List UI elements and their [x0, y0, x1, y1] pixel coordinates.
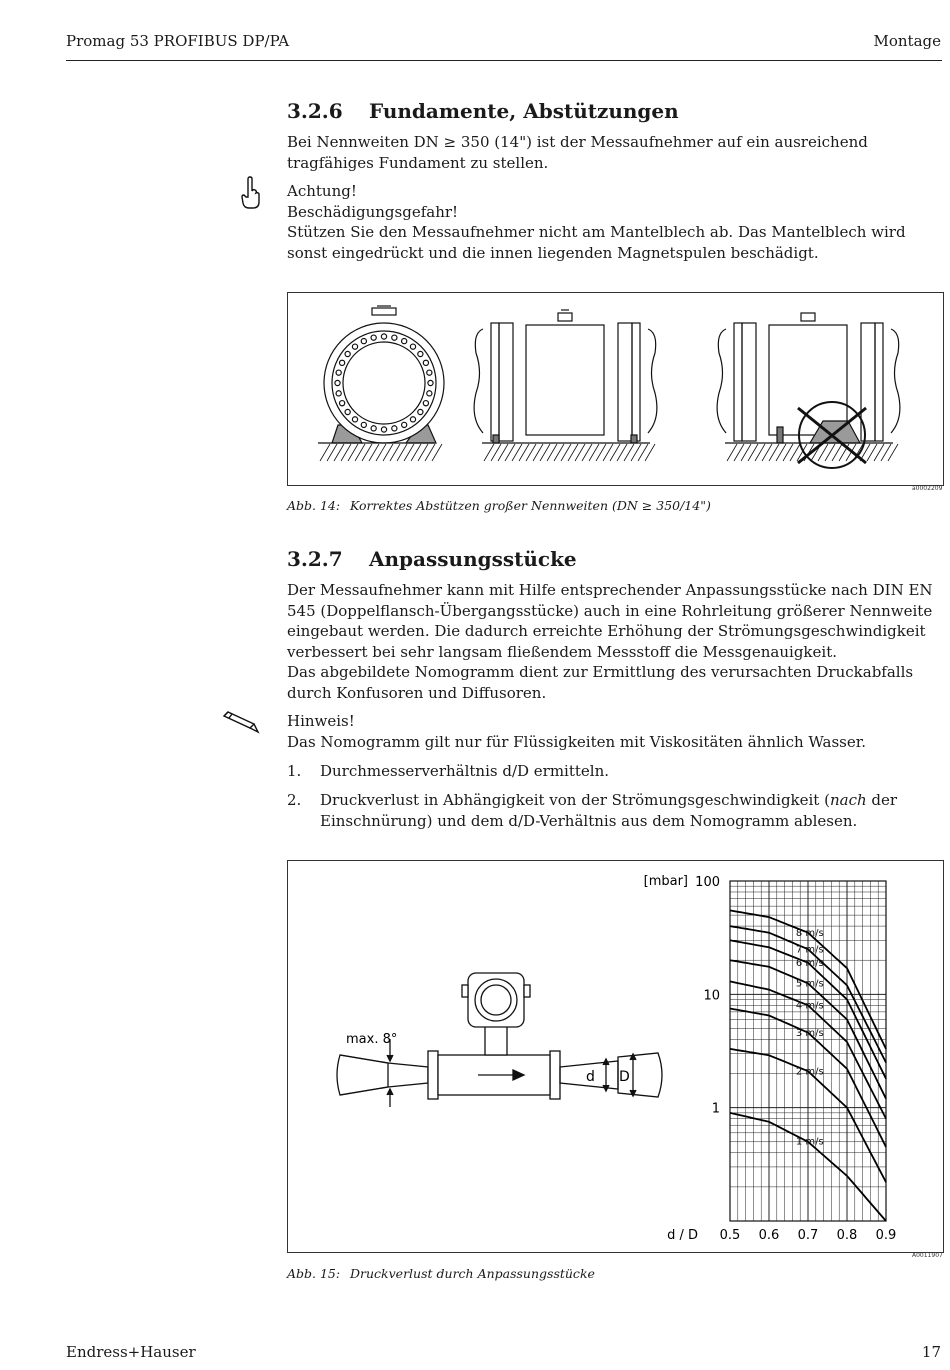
step-1 [287, 761, 942, 782]
warning-line2: Stützen Sie den Messaufnehmer nicht am Mantelblech ab. Das Mantelblech wird sonst eingedrückt und die innen liegenden Magnetspulen beschädigt. [287, 223, 906, 262]
series-label: 8 m/s [795, 927, 824, 939]
section1-paragraph: Bei Nennweiten DN ≥ 350 (14") ist der Messaufnehmer auf ein ausreichend tragfähiges Fundament zu stellen. [287, 133, 868, 172]
section1-body [287, 132, 942, 173]
sensor-side-view-incorrect [717, 313, 900, 468]
x-tick-label: 0.6 [758, 1228, 780, 1243]
hand-pointer-icon [240, 176, 262, 210]
section-heading-3-2-7 [287, 547, 577, 571]
section-title: Fundamente, Abstützungen [369, 99, 679, 123]
series-label: 1 m/s [795, 1136, 824, 1148]
label-big-d: D [619, 1069, 630, 1085]
figure-14-id: a0002209 [912, 485, 943, 492]
series-label: 5 m/s [795, 978, 824, 990]
footer-brand: Endress+Hauser [66, 1343, 196, 1361]
figure-15-frame [287, 860, 944, 1253]
section-title: Anpassungsstücke [369, 547, 577, 571]
step-2 [287, 790, 942, 831]
step-number: 1. [287, 762, 302, 780]
y-tick-label: 10 [703, 988, 720, 1004]
step-number: 2. [287, 791, 302, 809]
step-text: Durchmesserverhältnis d/D ermitteln. [320, 762, 610, 780]
series-label: 3 m/s [795, 1027, 824, 1039]
step-emphasis: nach [829, 791, 867, 809]
y-tick-label: 100 [695, 875, 720, 890]
y-tick-label: 1 [711, 1101, 720, 1117]
figure-15-caption-text: Druckverlust durch Anpassungsstücke [350, 1266, 595, 1281]
header-doc-title: Promag 53 PROFIBUS DP/PA [66, 32, 290, 50]
section2-body [287, 580, 942, 703]
figure-14-caption-text: Korrektes Abstützen großer Nennweiten (DN ≥ 350/14") [350, 498, 711, 513]
page-number: 17 [921, 1343, 941, 1361]
figure-14-frame [287, 292, 944, 486]
section2-paragraph2: Das abgebildete Nomogramm dient zur Ermittlung des verursachten Druckabfalls durch Konfusoren und Diffusoren. [287, 663, 914, 702]
section-number: 3.2.6 [287, 99, 343, 123]
figure-15-drawing [288, 861, 943, 1252]
figure-15-id: A0011907 [912, 1252, 943, 1259]
chart-y-axis-label: [mbar] [643, 874, 688, 889]
chart-x-axis-label: d / D [667, 1228, 698, 1243]
label-max-angle: max. 8° [346, 1032, 398, 1047]
section-number: 3.2.7 [287, 547, 343, 571]
header-chapter: Montage [873, 32, 941, 50]
x-tick-label: 0.8 [836, 1228, 858, 1243]
warning-title: Achtung! [287, 182, 357, 200]
warning-block [287, 181, 942, 263]
section-heading-3-2-6 [287, 99, 679, 123]
figure-14-caption [287, 498, 711, 513]
sensor-front-view [318, 306, 444, 443]
series-label: 7 m/s [795, 944, 824, 956]
section2-paragraph1: Der Messaufnehmer kann mit Hilfe entsprechender Anpassungsstücke nach DIN EN 545 (Doppelflansch-Übergangsstücke) auch in eine Rohrleitung größerer Nennweite eingebaut werden. Die dadurch erreichte Erhöhung der Strömungsgeschwindigkeit verbessert bei sehr langsam fließendem Messstoff die Messgenauigkeit. [287, 581, 933, 661]
warning-line1: Beschädigungsgefahr! [287, 202, 459, 221]
figure-15-label: Abb. 15: [287, 1266, 341, 1281]
note-text: Das Nomogramm gilt nur für Flüssigkeiten mit Viskositäten ähnlich Wasser. [287, 732, 867, 751]
note-block [287, 711, 942, 752]
figure-14-label: Abb. 14: [287, 498, 341, 513]
nomogram-chart [695, 875, 896, 1243]
series-label: 6 m/s [795, 958, 824, 970]
sensor-side-view-correct [474, 310, 657, 443]
x-tick-label: 0.5 [719, 1228, 741, 1243]
pencil-icon [220, 710, 260, 734]
header-rule [66, 60, 942, 61]
step-text: Druckverlust in Abhängigkeit von der Strömungsgeschwindigkeit (nach der Einschnürung) und dem d/D-Verhältnis aus dem Nomogramm ablesen. [320, 791, 898, 830]
series-label: 2 m/s [795, 1066, 824, 1078]
x-tick-label: 0.9 [875, 1228, 897, 1243]
figure-15-caption [287, 1266, 595, 1281]
series-label: 4 m/s [795, 1000, 824, 1012]
note-title: Hinweis! [287, 712, 355, 730]
x-tick-label: 0.7 [797, 1228, 819, 1243]
label-small-d: d [586, 1069, 595, 1085]
figure-14-drawing [288, 293, 943, 485]
